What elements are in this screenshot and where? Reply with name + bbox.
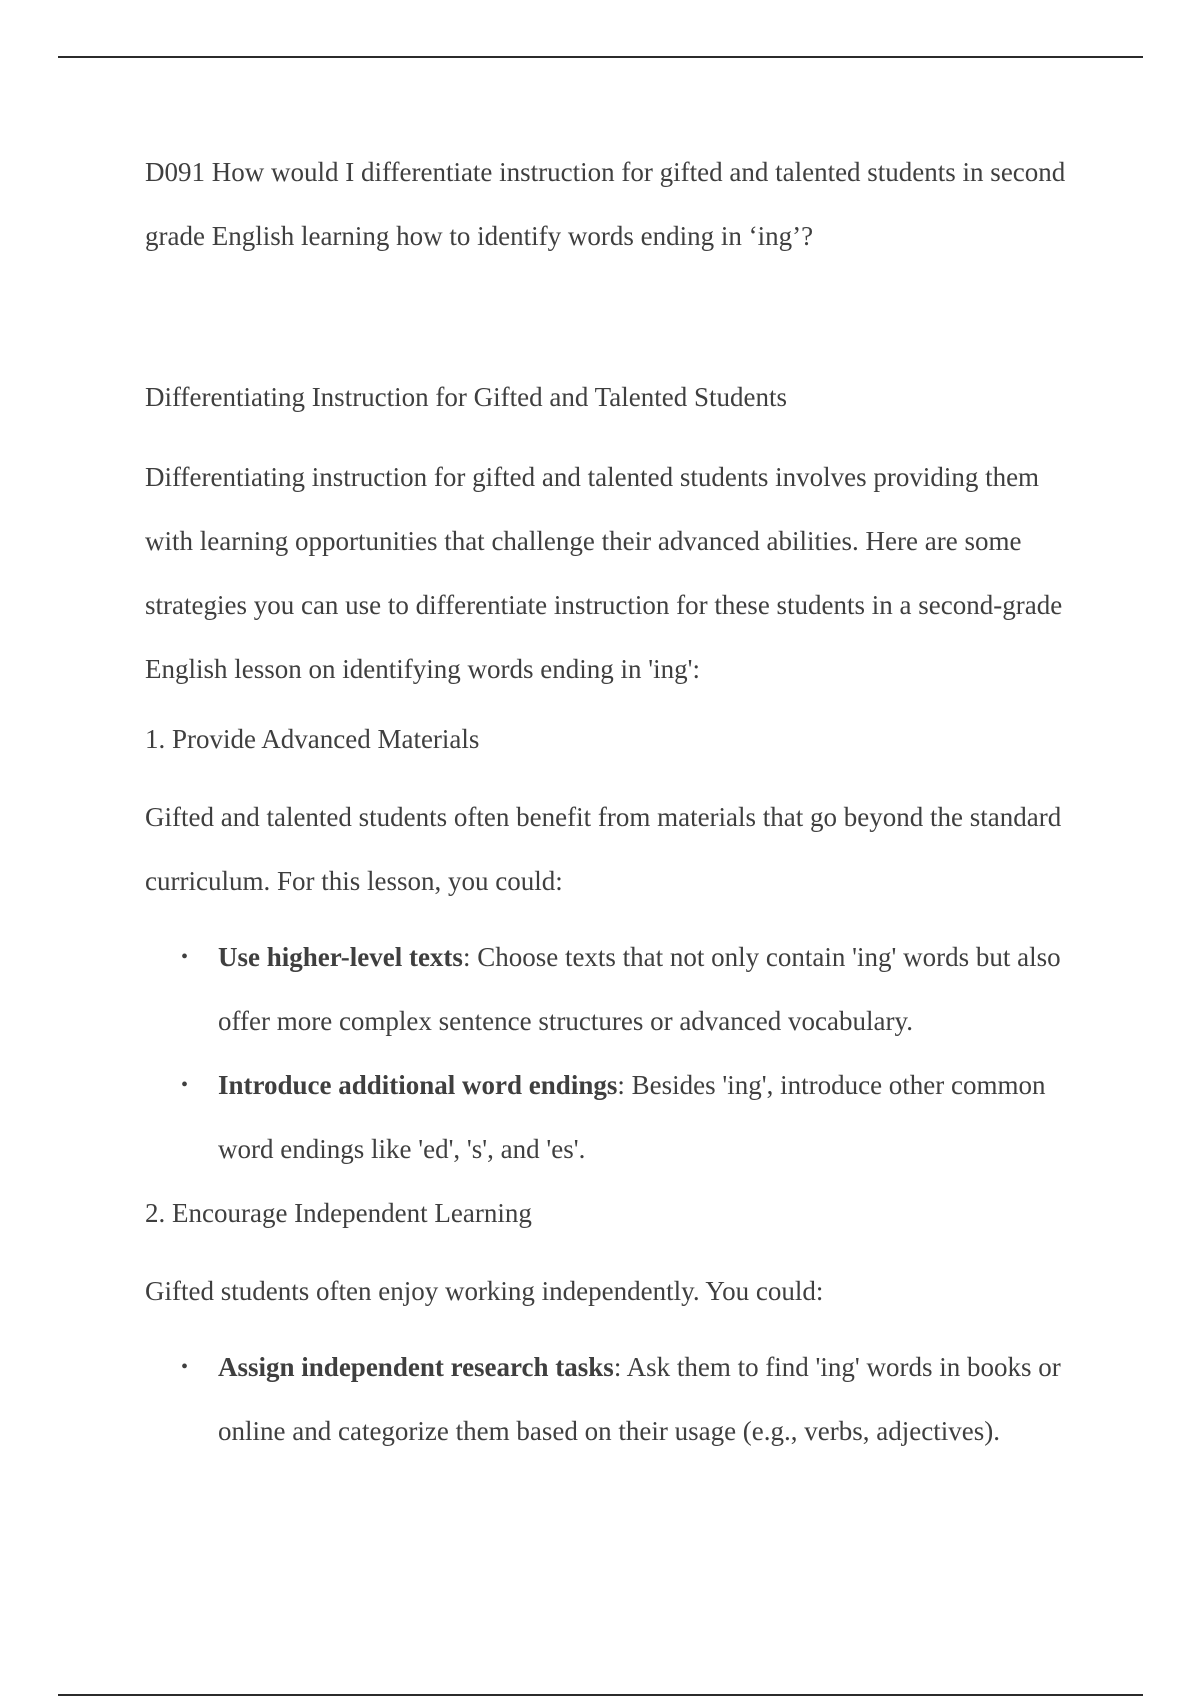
section-1-body: Gifted and talented students often benefit from materials that go beyond the standard curriculum. For this lesson, you could: xyxy=(145,802,1062,896)
list-item-label: Assign independent research tasks xyxy=(218,1352,614,1382)
section-2-list xyxy=(145,1335,1075,1463)
section-1-title: 1. Provide Advanced Materials xyxy=(145,724,480,754)
list-item-label: Use higher-level texts xyxy=(218,942,463,972)
section-2-body: Gifted students often enjoy working independently. You could: xyxy=(145,1276,824,1306)
bottom-rule xyxy=(58,1694,1143,1696)
list-item-label: Introduce additional word endings xyxy=(218,1070,618,1100)
section-heading: Differentiating Instruction for Gifted and Talented Students xyxy=(145,382,787,412)
section-2-title: 2. Encourage Independent Learning xyxy=(145,1198,532,1228)
bullet-icon: • xyxy=(181,946,189,968)
list-item xyxy=(145,1053,1075,1181)
intro-paragraph: Differentiating instruction for gifted and talented students involves providing them with learning opportunities that challenge their advanced abilities. Here are some strategies you can use to differentiate instruction for these students in a second-grade English lesson on identifying words ending in 'ing': xyxy=(145,462,1063,684)
bullet-icon: • xyxy=(181,1074,189,1096)
list-item-text: : Choose texts that not only contain 'ing' words but also offer more complex sentence structures or advanced vocabulary. xyxy=(218,942,1061,1036)
list-item xyxy=(145,925,1075,1053)
document-body xyxy=(145,140,1075,1463)
list-item-text: : Besides 'ing', introduce other common word endings like 'ed', 's', and 'es'. xyxy=(218,1070,1046,1164)
top-rule xyxy=(58,56,1143,58)
section-1-list xyxy=(145,925,1075,1181)
list-item xyxy=(145,1335,1075,1463)
bullet-icon: • xyxy=(181,1356,189,1378)
question-text: D091 How would I differentiate instruction for gifted and talented students in second grade English learning how to identify words ending in ‘ing’? xyxy=(145,157,1066,251)
list-item-text: : Ask them to find 'ing' words in books or online and categorize them based on their usage (e.g., verbs, adjectives). xyxy=(218,1352,1061,1446)
